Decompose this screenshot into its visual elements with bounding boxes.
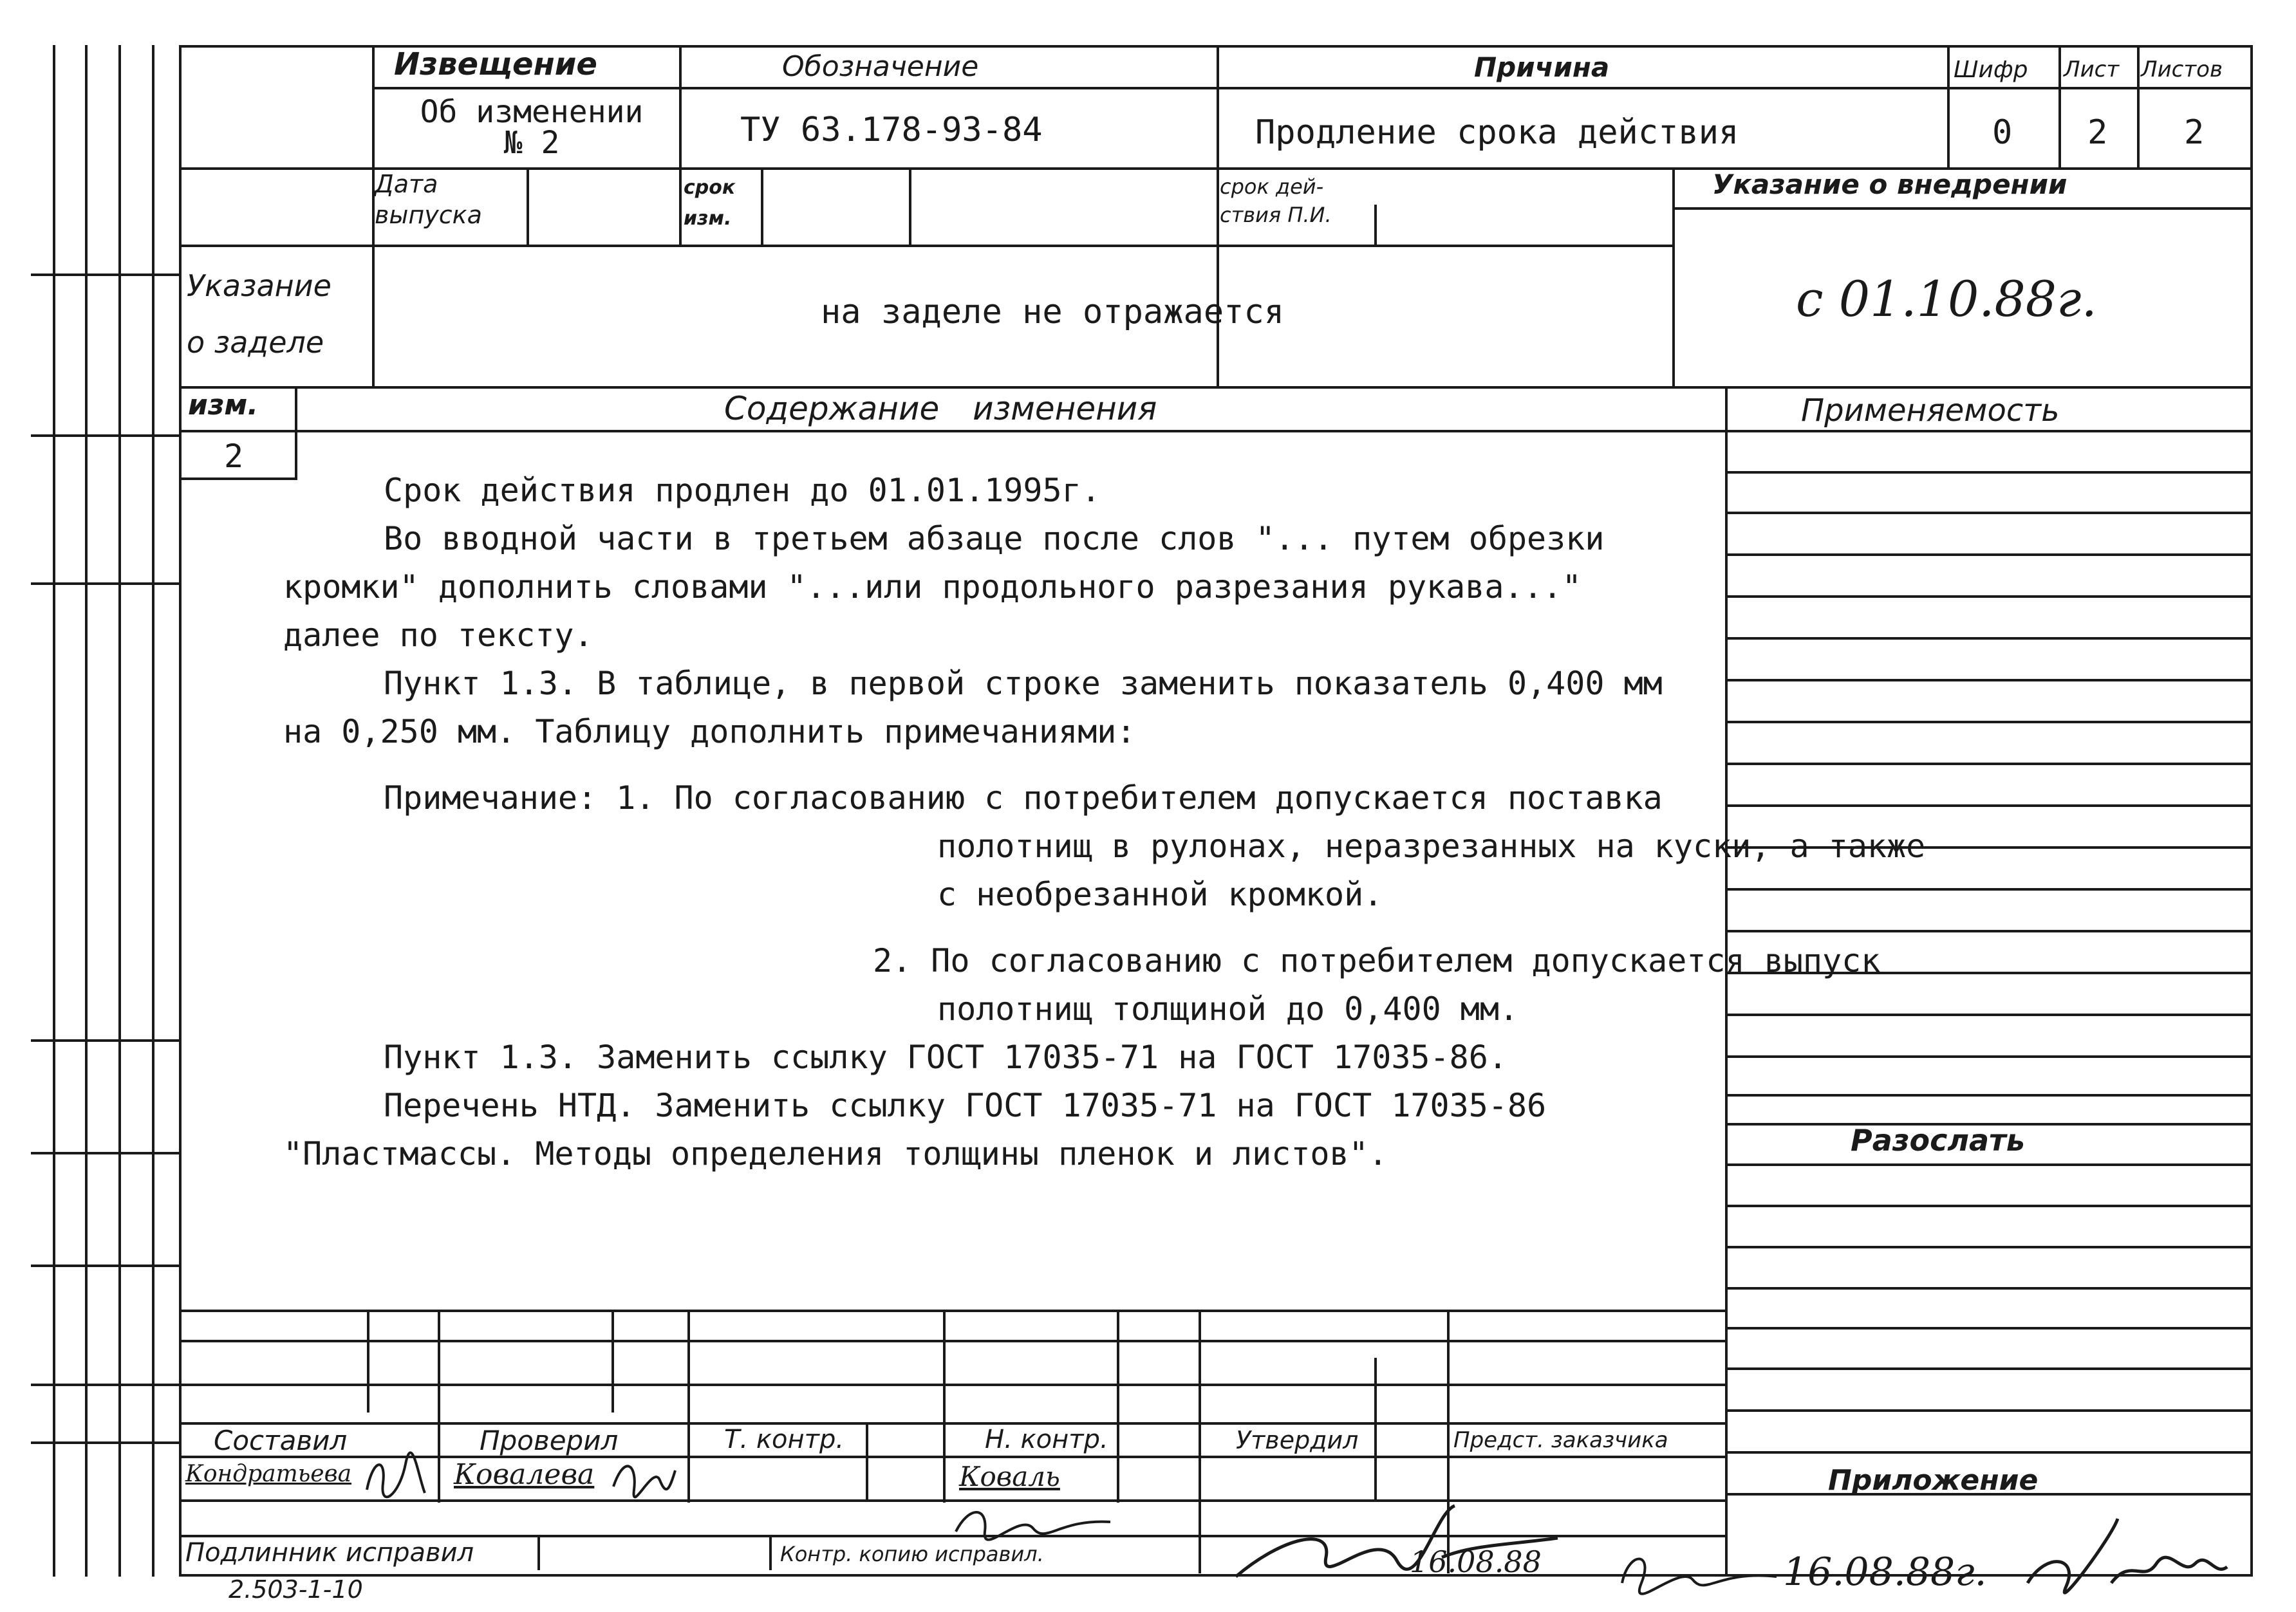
approved-label: Утвердил: [1236, 1426, 1359, 1454]
content-line: полотнищ толщиной до 0,400 мм.: [937, 990, 1519, 1028]
norm-control-name: Коваль: [959, 1461, 1060, 1492]
sheet-value: 2: [2087, 113, 2108, 152]
content-title: Содержание изменения: [724, 390, 1157, 427]
content-line: кромки" дополнить словами "...или продольного разрезания рукава...": [283, 568, 1582, 606]
content-line: "Пластмассы. Методы определения толщины пленок и листов".: [283, 1135, 1388, 1172]
compiled-name: Кондратьева: [185, 1461, 352, 1487]
content-line: далее по тексту.: [283, 616, 593, 654]
notice-value: Об изменении № 2: [420, 94, 644, 161]
implementation-label: Указание о внедрении: [1712, 169, 2067, 200]
validity-label: срок дей-ствия П.И.: [1220, 174, 1332, 227]
designation-label: Обозначение: [782, 50, 979, 83]
backlog-value: на заделе не отражается: [821, 293, 1285, 331]
backlog-label: Указание о заделе: [187, 268, 331, 360]
compiled-label: Составил: [214, 1425, 348, 1456]
appendix-label: Приложение: [1828, 1464, 2039, 1497]
implementation-value: с 01.10.88г.: [1796, 270, 2097, 328]
change-term-label: срок изм.: [684, 176, 736, 230]
content-line: Перечень НТД. Заменить ссылку ГОСТ 17035-71 на ГОСТ 17035-86: [384, 1087, 1547, 1124]
form-code: 2.503-1-10: [229, 1575, 363, 1604]
change-content-text: [283, 467, 1926, 1178]
content-line: Во вводной части в третьем абзаце после слов "... путем обрезки: [384, 520, 1605, 557]
content-line: полотнищ в рулонах, неразрезанных на куски, а также: [937, 828, 1926, 865]
signature-scribble: [608, 1451, 679, 1503]
checked-name: Ковалева: [454, 1458, 595, 1491]
signature-scribble: [2021, 1512, 2234, 1602]
reason-value: Продление срока действия: [1255, 113, 1739, 152]
code-label: Шифр: [1954, 57, 2028, 83]
sheets-value: 2: [2184, 113, 2205, 152]
copy-corrected-label: Контр. копию исправил.: [780, 1542, 1044, 1566]
designation-value: ТУ 63.178-93-84: [740, 111, 1043, 149]
tech-control-label: Т. контр.: [724, 1425, 845, 1454]
signature-scribble: [1616, 1544, 1783, 1602]
sheet-label: Лист: [2064, 57, 2120, 82]
content-line: 2. По согласованию с потребителем допускается выпуск: [873, 942, 1881, 979]
issue-date-label: Дата выпуска: [375, 170, 482, 229]
sheets-label: Листов: [2141, 57, 2223, 82]
change-number: 2: [224, 438, 244, 475]
code-value: 0: [1992, 113, 2013, 152]
signature-scribble: [949, 1499, 1117, 1544]
content-line: Пункт 1.3. Заменить ссылку ГОСТ 17035-71 на ГОСТ 17035-86.: [384, 1039, 1507, 1076]
content-line: Срок действия продлен до 01.01.1995г.: [384, 472, 1101, 509]
norm-control-label: Н. контр.: [985, 1425, 1108, 1454]
content-line: на 0,250 мм. Таблицу дополнить примечаниями:: [283, 713, 1136, 750]
original-corrected-label: Подлинник исправил: [185, 1538, 474, 1568]
notice-label: Извещение: [394, 46, 597, 82]
sign-date-1: 16.08.88: [1410, 1544, 1542, 1579]
reason-label: Причина: [1474, 51, 1610, 83]
applicability-label: Применяемость: [1801, 393, 2060, 429]
content-line: Примечание: 1. По согласованию с потребителем допускается поставка: [384, 779, 1663, 817]
content-line: Пункт 1.3. В таблице, в первой строке заменить показатель 0,400 мм: [384, 665, 1663, 702]
checked-label: Проверил: [480, 1425, 619, 1456]
change-label: изм.: [188, 389, 259, 422]
signature-scribble: [360, 1451, 431, 1503]
distribute-label: Разослать: [1851, 1123, 2025, 1158]
sign-date-2: 16.08.88г.: [1783, 1550, 1987, 1595]
customer-rep-label: Предст. заказчика: [1453, 1427, 1668, 1453]
content-line: с необрезанной кромкой.: [937, 876, 1383, 913]
